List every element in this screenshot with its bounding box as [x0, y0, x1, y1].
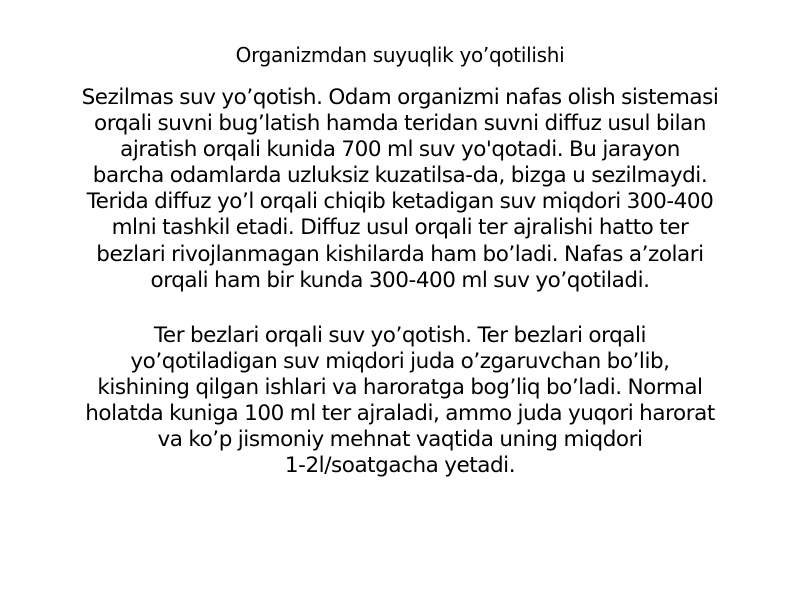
text-line: Terida diffuz yo’l orqali chiqib ketadigan suv miqdori 300-400 — [86, 189, 714, 215]
text-line: yo’qotiladigan suv miqdori juda o’zgaruvchan bo’lib, — [130, 349, 670, 375]
text-line: holatda kuniga 100 ml ter ajraladi, ammo juda yuqori harorat — [85, 401, 715, 427]
text-line: Sezilmas suv yo’qotish. Odam organizmi nafas olish sistemasi — [81, 85, 719, 110]
text-line: Ter bezlari orqali suv yo’qotish. Ter bezlari orqali — [153, 323, 647, 348]
text-line: orqali suvni bug’latish hamda teridan suvni diffuz usul bilan — [93, 111, 707, 137]
text-line: va ko’p jismoniy mehnat vaqtida uning miqdori — [157, 427, 643, 453]
text-line: kishining qilgan ishlari va haroratga bog’liq bo’ladi. Normal — [97, 375, 703, 401]
paragraph-sweat-water-loss — [56, 323, 744, 480]
text-line: bezlari rivojlanmagan kishilarda ham bo’ladi. Nafas a’zolari — [96, 241, 704, 267]
text-line: barcha odamlarda uzluksiz kuzatilsa-da, bizga u sezilmaydi. — [92, 163, 708, 189]
text-line: 1-2l/soatgacha yetadi. — [284, 453, 516, 479]
slide-title: Organizmdan suyuqlik yo’qotilishi — [235, 43, 565, 67]
text-line: orqali ham bir kunda 300-400 ml suv yo’qotiladi. — [150, 267, 650, 293]
text-line: mlni tashkil etadi. Diffuz usul orqali ter ajralishi hatto ter — [111, 215, 689, 241]
paragraph-insensible-water-loss — [56, 85, 744, 294]
text-line: ajratish orqali kunida 700 ml suv yo'qotadi. Bu jarayon — [120, 137, 680, 163]
